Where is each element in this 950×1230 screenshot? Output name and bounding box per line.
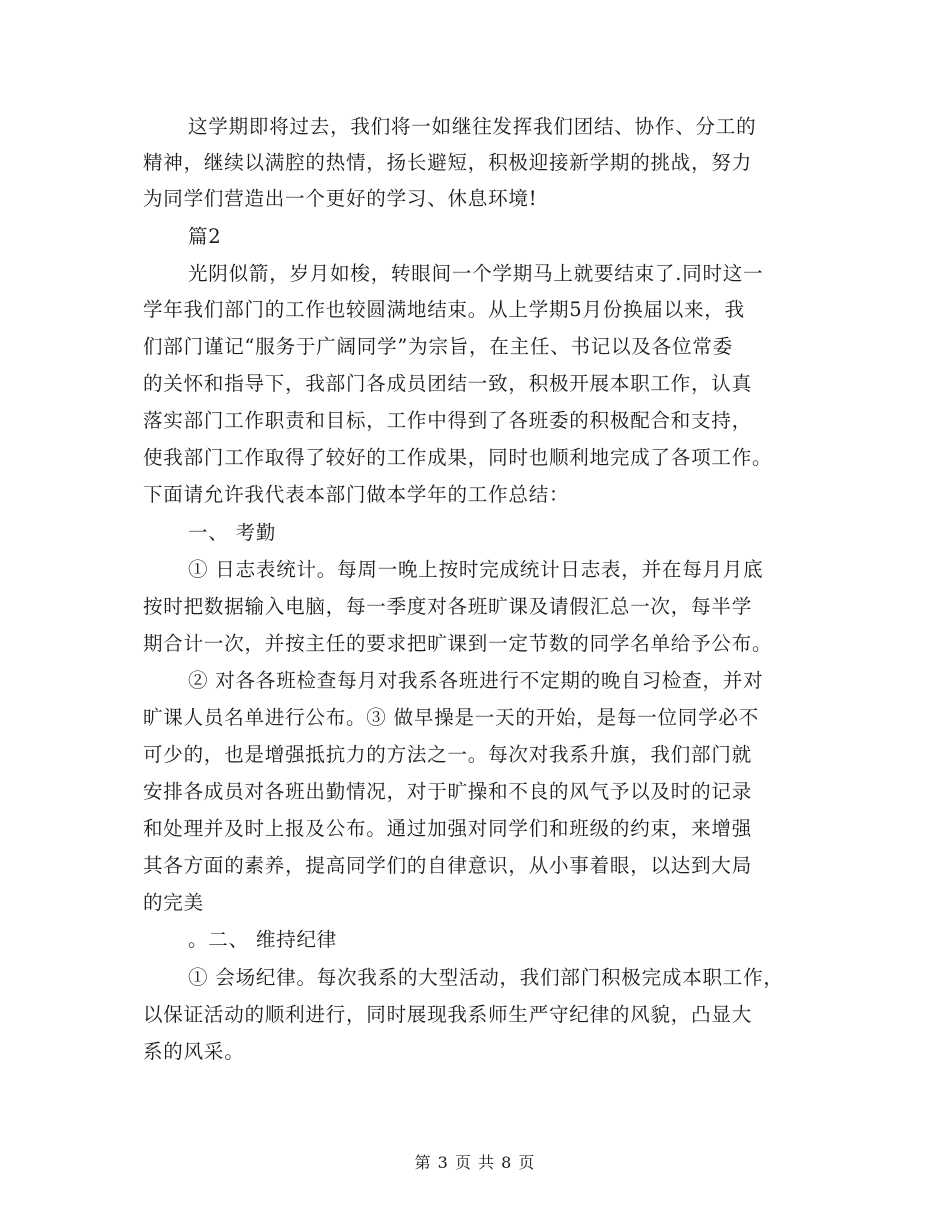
paragraph-line: 可少的，也是增强抵抗力的方法之一。每次对我系升旗，我们部门就 (143, 743, 753, 766)
paragraph-line: 落实部门工作职责和目标，工作中得到了各班委的积极配合和支持， (143, 409, 753, 432)
paragraph-line: 安排各成员对各班出勤情况，对于旷操和不良的风气予以及时的记录 (143, 780, 753, 803)
paragraph-line: 精神，继续以满腔的热情，扬长避短，积极迎接新学期的挑战，努力 (143, 151, 753, 174)
paragraph-line: 使我部门工作取得了较好的工作成果，同时也顺利地完成了各项工作。 (143, 446, 773, 469)
paragraph-line: ① 会场纪律。每次我系的大型活动，我们部门积极完成本职工作， (188, 966, 784, 989)
paragraph-line: 这学期即将过去，我们将一如继往发挥我们团结、协作、分工的 (188, 115, 757, 138)
paragraph-line: ① 日志表统计。每周一晚上按时完成统计日志表，并在每月月底 (188, 558, 764, 581)
section-heading: 篇2 (188, 225, 222, 248)
paragraph-line: 光阴似箭，岁月如梭，转眼间一个学期马上就要结束了.同时这一 (188, 262, 764, 285)
paragraph-line: 按时把数据输入电脑，每一季度对各班旷课及请假汇总一次，每半学 (143, 595, 753, 618)
paragraph-line: 和处理并及时上报及公布。通过加强对同学们和班级的约束，来增强 (143, 817, 753, 840)
paragraph-line: 的关怀和指导下，我部门各成员团结一致，积极开展本职工作，认真 (143, 372, 753, 395)
paragraph-line: 其各方面的素养，提高同学们的自律意识，从小事着眼，以达到大局 (143, 854, 753, 877)
page-number-footer: 第 3 页 共 8 页 (414, 1153, 536, 1172)
section-heading: 。二、 维持纪律 (188, 928, 338, 951)
section-heading: 一、 考勤 (188, 521, 277, 544)
paragraph-line: 们部门谨记“服务于广阔同学”为宗旨，在主任、书记以及各位常委 (143, 335, 733, 358)
paragraph-line: 以保证活动的顺利进行，同时展现我系师生严守纪律的风貌，凸显大 (143, 1003, 753, 1026)
paragraph-line: 学年我们部门的工作也较圆满地结束。从上学期5月份换届以来，我 (143, 298, 745, 321)
paragraph-line: 期合计一次，并按主任的要求把旷课到一定节数的同学名单给予公布。 (143, 632, 773, 655)
paragraph-line: ② 对各各班检查每月对我系各班进行不定期的晚自习检查，并对 (188, 669, 764, 692)
paragraph-line: 旷课人员名单进行公布。③ 做早操是一天的开始，是每一位同学必不 (143, 706, 759, 729)
paragraph-line: 为同学们营造出一个更好的学习、休息环境! (143, 187, 538, 210)
paragraph-line: 系的风采。 (143, 1040, 245, 1063)
paragraph-line: 的完美 (143, 891, 204, 914)
paragraph-line: 下面请允许我代表本部门做本学年的工作总结： (143, 483, 570, 506)
